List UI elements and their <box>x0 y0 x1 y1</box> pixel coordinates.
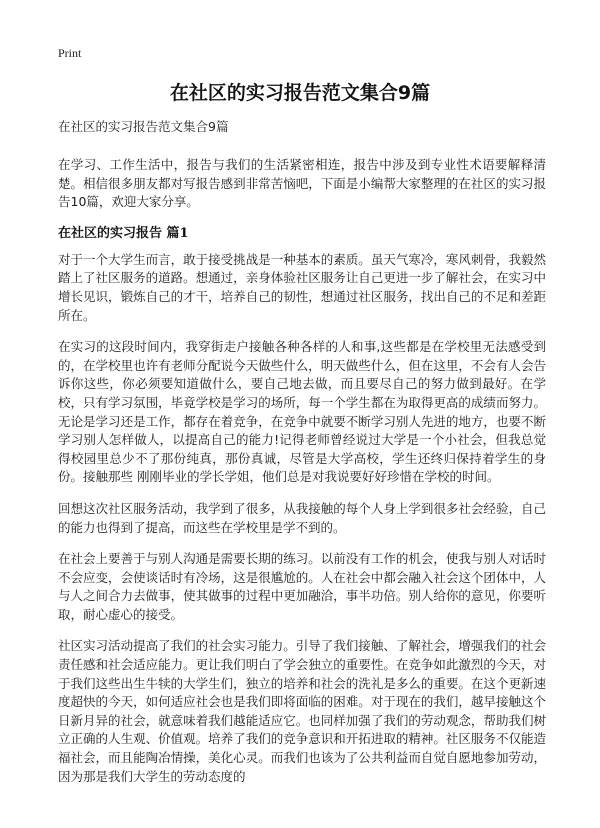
body-paragraph: 在实习的这段时间内，我穿街走户接触各种各样的人和事,这些都是在学校里无法感受到的，在学校里也许有老师分配说今天做些什么，明天做些什么，但在这里，不会有人会告诉你这些，你必须要知道做什么，要自己地去做，而且要尽自己的努力做到最好。在学校，只有学习氛围，毕竟学校是学习的场所，每一个学生都在为取得更高的成绩而努力。无论是学习还是工作，都存在着竞争，在竞争中就要不断学习别人先进的地方，也要不断学习别人怎样做人，以提高自己的能力!记得老师曾经说过大学是一个小社会，但我总觉得校园里总少不了那份纯真，那份真诚，尽管是大学高校，学生还终归保持着学生的身份。接触那些 刚刚毕业的学长学姐，他们总是对我说要好好珍惜在学校的时间。 <box>58 339 546 485</box>
body-paragraph: 回想这次社区服务活动，我学到了很多，从我接触的每个人身上学到很多社会经验，自己的能力也得到了提高，而这些在学校里是学不到的。 <box>58 500 546 535</box>
intro-paragraph: 在学习、工作生活中，报告与我们的生活紧密相连，报告中涉及到专业性术语要解释清楚。相信很多朋友都对写报告感到非常苦恼吧，下面是小编帮大家整理的在社区的实习报告10篇，欢迎大家分享。 <box>58 157 546 210</box>
print-link[interactable]: Print <box>58 46 82 60</box>
document-subtitle: 在社区的实习报告范文集合9篇 <box>58 119 229 134</box>
document-title: 在社区的实习报告范文集合9篇 <box>169 82 431 104</box>
document-body <box>58 118 546 799</box>
body-paragraph: 社区实习活动提高了我们的社会实习能力。引导了我们接触、了解社会，增强我们的社会责任感和社会适应能力。更让我们明白了学会独立的重要性。在竞争如此激烈的今天，对于我们这些出生牛犊的大学生们，独立的培养和社会的洗礼是多么的重要。在这个更新速度超快的今天，如何适应社会也是我们即将面临的困难。对于现在的我们，越早接触这个日新月异的社会，就意味着我们越能适应它。也同样加强了我们的劳动观念，帮助我们树立正确的人生观、价值观。培养了我们的竞争意识和开拓进取的精神。社区服务不仅能造福社会，而且能陶冶情操，美化心灵。而我们也该为了公共利益而自觉自愿地参加劳动，因为那是我们大学生的劳动态度的 <box>58 638 546 784</box>
body-paragraph: 在社会上要善于与别人沟通是需要长期的练习。以前没有工作的机会，使我与别人对话时不会应变，会使谈话时有冷场，这是很尴尬的。人在社会中都会融入社会这个团体中，人与人之间合力去做事，使其做事的过程中更加融洽，事半功倍。别人给你的意见，你要听取，耐心虚心的接受。 <box>58 551 546 622</box>
section-heading: 在社区的实习报告 篇1 <box>58 225 189 241</box>
body-paragraph: 对于一个大学生而言，敢于接受挑战是一种基本的素质。虽天气寒冷，寒风刺骨，我毅然踏上了社区服务的道路。想通过，亲身体验社区服务让自己更进一步了解社会，在实习中增长见识，锻炼自己的才干，培养自己的韧性，想通过社区服务，找出自己的不足和差距所在。 <box>58 251 546 323</box>
